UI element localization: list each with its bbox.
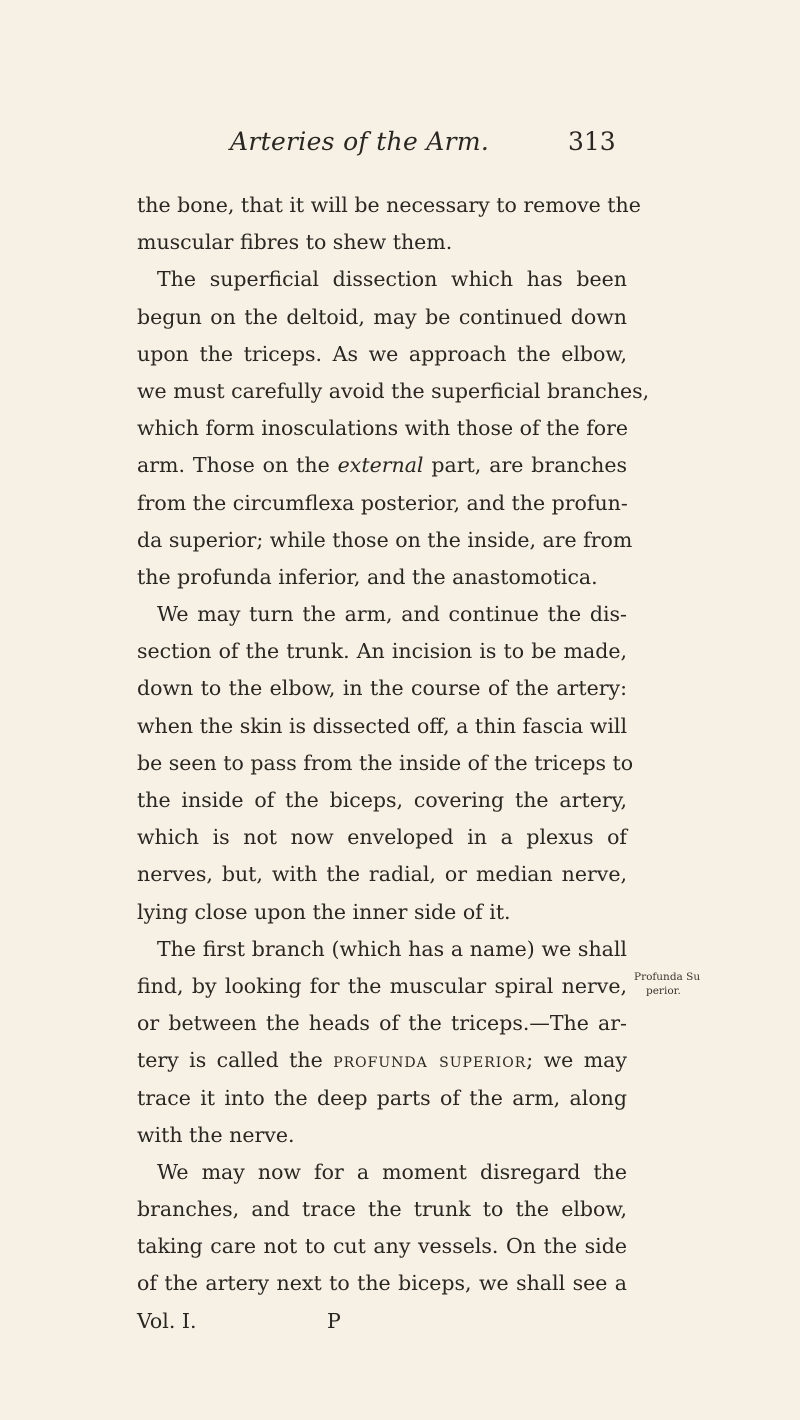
text-line: be seen to pass from the inside of the triceps to [137, 750, 634, 775]
text-line: trace it into the deep parts of the arm, along [137, 1085, 627, 1110]
body-text [137, 187, 650, 1340]
text-segment: tery is called the [137, 1048, 323, 1073]
text-line: find, by looking for the muscular spiral nerve, [137, 973, 627, 998]
small-caps-profunda-superior: profunda superior [333, 1048, 527, 1073]
margin-note [634, 970, 704, 998]
margin-note-line: perior. [646, 985, 681, 997]
text-line: down to the elbow, in the course of the artery: [137, 676, 627, 701]
text-line: or between the heads of the triceps.—The ar- [137, 1011, 627, 1036]
text-line: upon the triceps. As we approach the elbow, [137, 341, 627, 366]
running-head [230, 127, 630, 161]
emphasis-external: external [337, 453, 424, 478]
text-line: nerves, but, with the radial, or median nerve, [137, 862, 627, 887]
text-line [137, 1042, 627, 1079]
margin-note-line: Profunda Su [634, 971, 701, 983]
volume-mark: Vol. I. [137, 1308, 197, 1333]
text-line: begun on the deltoid, may be continued down [137, 304, 627, 329]
text-line: the inside of the biceps, covering the artery, [137, 788, 627, 812]
text-line: The superficial dissection which has been [157, 267, 627, 292]
text-segment: part, are branches [431, 453, 627, 478]
text-line: taking care not to cut any vessels. On the side [137, 1234, 627, 1259]
text-segment: ; we may [526, 1048, 627, 1073]
text-line: which form inosculations with those of the fore [137, 416, 629, 441]
text-line: with the nerve. [137, 1122, 295, 1147]
text-line: which is not now enveloped in a plexus of [137, 825, 627, 850]
text-line [137, 447, 627, 484]
text-line: We may turn the arm, and continue the dis- [157, 602, 627, 627]
text-line: lying close upon the inner side of it. [137, 899, 511, 924]
text-line: we must carefully avoid the superficial branches, [137, 378, 650, 403]
page-footer [137, 1303, 627, 1340]
text-line: from the circumflexa posterior, and the profun- [137, 490, 628, 515]
signature-mark: P [327, 1308, 341, 1333]
text-line: da superior; while those on the inside, are from [137, 527, 633, 552]
page-number: 313 [568, 127, 616, 156]
text-line: section of the trunk. An incision is to be made, [137, 639, 627, 664]
text-line: We may now for a moment disregard the [157, 1159, 627, 1184]
text-line: the profunda inferior, and the anastomotica. [137, 564, 598, 589]
text-segment: arm. Those on the [137, 453, 330, 478]
text-line: muscular fibres to shew them. [137, 230, 453, 255]
running-title: Arteries of the Arm. [230, 127, 490, 156]
text-line: The first branch (which has a name) we shall [157, 936, 627, 961]
text-line: branches, and trace the trunk to the elbow, [137, 1197, 627, 1222]
text-line: of the artery next to the biceps, we shall see a [137, 1271, 627, 1296]
text-line: when the skin is dissected off, a thin fascia will [137, 713, 627, 738]
text-line: the bone, that it will be necessary to remove the [137, 193, 641, 217]
